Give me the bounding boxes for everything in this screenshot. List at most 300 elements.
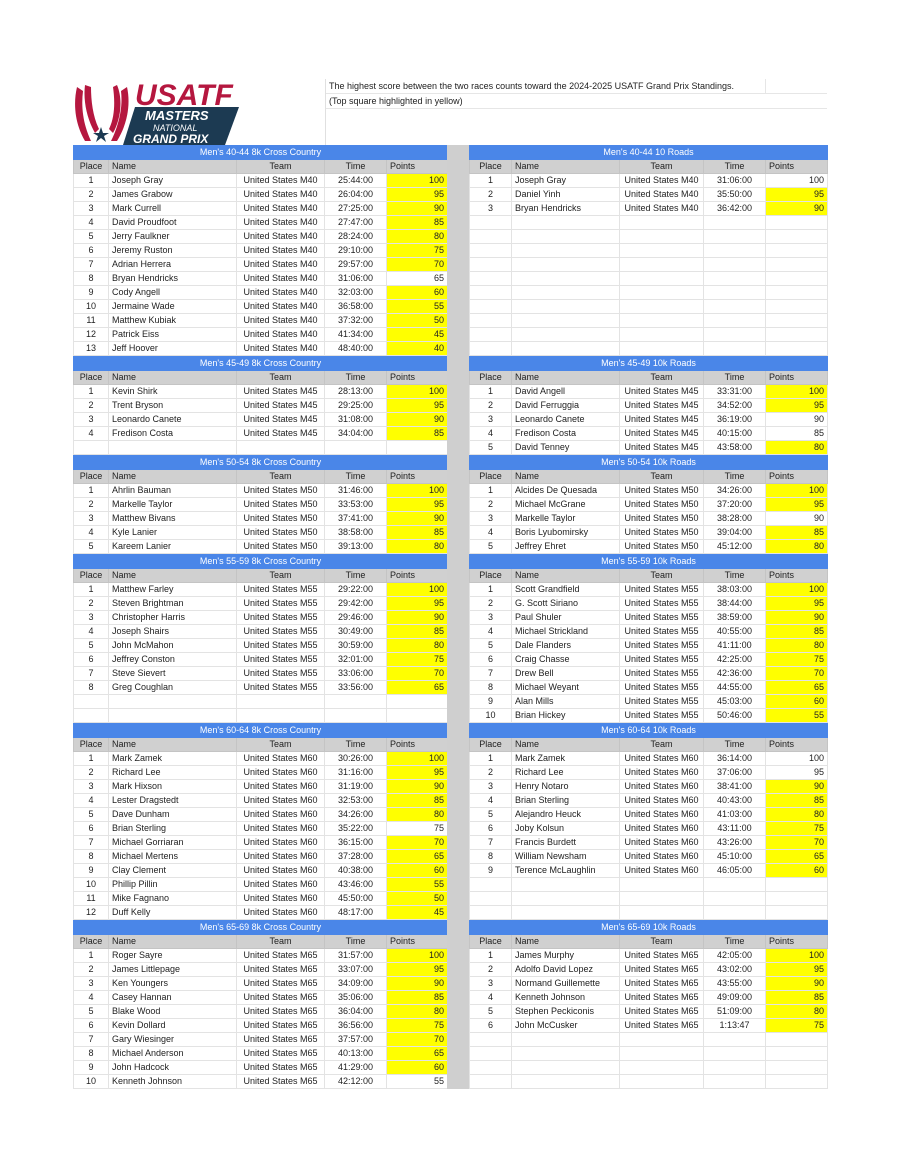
table-row bbox=[74, 695, 448, 709]
column-header-name: Name bbox=[109, 160, 237, 174]
cell-time bbox=[704, 300, 766, 314]
results-grid bbox=[73, 145, 827, 1089]
cell-points: 90 bbox=[387, 977, 448, 991]
table-row bbox=[470, 808, 828, 822]
table-row bbox=[74, 399, 448, 413]
cell-points bbox=[766, 216, 828, 230]
cell-name: Daniel Yinh bbox=[512, 188, 620, 202]
cell-team: United States M55 bbox=[237, 625, 325, 639]
cell-points: 95 bbox=[766, 963, 828, 977]
cell-points: 100 bbox=[766, 484, 828, 498]
cell-name: David Ferruggia bbox=[512, 399, 620, 413]
cell-place: 6 bbox=[74, 653, 109, 667]
cell-points: 85 bbox=[387, 625, 448, 639]
cell-time: 30:26:00 bbox=[325, 752, 387, 766]
cell-place bbox=[470, 328, 512, 342]
cell-points: 65 bbox=[387, 1047, 448, 1061]
cell-team: United States M55 bbox=[237, 583, 325, 597]
cell-place: 6 bbox=[470, 1019, 512, 1033]
cell-team: United States M60 bbox=[237, 822, 325, 836]
table-row bbox=[470, 498, 828, 512]
cell-points: 70 bbox=[766, 667, 828, 681]
cell-time: 42:25:00 bbox=[704, 653, 766, 667]
cell-points bbox=[766, 230, 828, 244]
cell-team: United States M40 bbox=[237, 216, 325, 230]
table-row bbox=[74, 413, 448, 427]
cell-place: 8 bbox=[470, 681, 512, 695]
cell-place: 7 bbox=[74, 258, 109, 272]
cell-place: 1 bbox=[74, 752, 109, 766]
table-row bbox=[74, 681, 448, 695]
cell-place: 3 bbox=[470, 202, 512, 216]
cell-team: United States M40 bbox=[620, 174, 704, 188]
cell-team: United States M60 bbox=[237, 836, 325, 850]
table-row bbox=[470, 780, 828, 794]
table-row bbox=[470, 583, 828, 597]
cell-team: United States M60 bbox=[237, 808, 325, 822]
table-row bbox=[470, 991, 828, 1005]
cell-points: 65 bbox=[387, 850, 448, 864]
column-header-points: Points bbox=[387, 738, 448, 752]
cell-points: 95 bbox=[387, 399, 448, 413]
cell-name: Markelle Taylor bbox=[512, 512, 620, 526]
cell-time: 33:07:00 bbox=[325, 963, 387, 977]
cell-time bbox=[704, 1033, 766, 1047]
cell-name bbox=[512, 906, 620, 920]
cell-points: 85 bbox=[387, 427, 448, 441]
cell-points: 75 bbox=[387, 1019, 448, 1033]
cell-team bbox=[620, 878, 704, 892]
cell-time bbox=[704, 258, 766, 272]
cell-points: 60 bbox=[387, 286, 448, 300]
cell-points: 75 bbox=[387, 653, 448, 667]
cell-time: 34:04:00 bbox=[325, 427, 387, 441]
cell-time: 43:55:00 bbox=[704, 977, 766, 991]
table-row bbox=[74, 906, 448, 920]
cell-time: 37:06:00 bbox=[704, 766, 766, 780]
cell-name bbox=[512, 892, 620, 906]
cell-name: Jermaine Wade bbox=[109, 300, 237, 314]
cell-place: 2 bbox=[74, 963, 109, 977]
cell-place bbox=[470, 342, 512, 356]
cell-time: 43:11:00 bbox=[704, 822, 766, 836]
cell-points: 90 bbox=[387, 512, 448, 526]
table-row bbox=[470, 878, 828, 892]
cell-time bbox=[704, 906, 766, 920]
race-title: Men's 65-69 8k Cross Country bbox=[74, 921, 448, 935]
cell-points: 70 bbox=[387, 667, 448, 681]
table-row bbox=[74, 1075, 448, 1089]
cell-time: 51:09:00 bbox=[704, 1005, 766, 1019]
right-results-table bbox=[469, 455, 828, 554]
table-row bbox=[74, 949, 448, 963]
cell-points: 100 bbox=[766, 583, 828, 597]
cell-points: 80 bbox=[387, 540, 448, 554]
cell-time: 46:05:00 bbox=[704, 864, 766, 878]
column-header-points: Points bbox=[766, 160, 828, 174]
race-title: Men's 60-64 10k Roads bbox=[470, 724, 828, 738]
right-results-table bbox=[469, 723, 828, 920]
column-header-name: Name bbox=[109, 371, 237, 385]
cell-name: Alcides De Quesada bbox=[512, 484, 620, 498]
cell-team bbox=[620, 286, 704, 300]
race-title: Men's 55-59 8k Cross Country bbox=[74, 555, 448, 569]
table-row bbox=[74, 174, 448, 188]
cell-name bbox=[512, 1075, 620, 1089]
cell-points: 65 bbox=[766, 681, 828, 695]
cell-place: 4 bbox=[470, 427, 512, 441]
cell-points: 95 bbox=[387, 188, 448, 202]
cell-points: 40 bbox=[387, 342, 448, 356]
cell-points bbox=[387, 695, 448, 709]
column-header-points: Points bbox=[766, 569, 828, 583]
cell-points: 95 bbox=[387, 963, 448, 977]
cell-time: 44:55:00 bbox=[704, 681, 766, 695]
table-row bbox=[470, 441, 828, 455]
cell-time bbox=[325, 441, 387, 455]
cell-team: United States M40 bbox=[237, 258, 325, 272]
table-row bbox=[470, 1005, 828, 1019]
cell-place: 1 bbox=[470, 385, 512, 399]
cell-time: 38:41:00 bbox=[704, 780, 766, 794]
cell-team: United States M40 bbox=[237, 272, 325, 286]
table-row bbox=[74, 1061, 448, 1075]
column-header-time: Time bbox=[704, 569, 766, 583]
cell-name bbox=[512, 286, 620, 300]
cell-points: 90 bbox=[387, 413, 448, 427]
cell-time: 48:17:00 bbox=[325, 906, 387, 920]
cell-team: United States M60 bbox=[237, 752, 325, 766]
cell-place: 3 bbox=[74, 512, 109, 526]
cell-points: 60 bbox=[387, 864, 448, 878]
cell-time: 38:44:00 bbox=[704, 597, 766, 611]
cell-team: United States M40 bbox=[620, 202, 704, 216]
cell-place: 8 bbox=[470, 850, 512, 864]
cell-time bbox=[704, 314, 766, 328]
column-header-place: Place bbox=[470, 738, 512, 752]
cell-points bbox=[766, 1061, 828, 1075]
column-header-place: Place bbox=[470, 160, 512, 174]
cell-points: 85 bbox=[766, 991, 828, 1005]
cell-points bbox=[766, 328, 828, 342]
cell-place bbox=[74, 709, 109, 723]
cell-team: United States M65 bbox=[620, 1019, 704, 1033]
table-row bbox=[470, 667, 828, 681]
cell-place: 4 bbox=[74, 991, 109, 1005]
cell-time bbox=[704, 272, 766, 286]
cell-points: 75 bbox=[387, 822, 448, 836]
table-row bbox=[74, 639, 448, 653]
column-header-time: Time bbox=[325, 935, 387, 949]
cell-place: 2 bbox=[470, 188, 512, 202]
cell-points: 100 bbox=[387, 484, 448, 498]
cell-place bbox=[470, 286, 512, 300]
cell-place: 4 bbox=[74, 794, 109, 808]
cell-points: 80 bbox=[766, 1005, 828, 1019]
cell-name: Fredison Costa bbox=[512, 427, 620, 441]
cell-name: Alan Mills bbox=[512, 695, 620, 709]
cell-name: David Proudfoot bbox=[109, 216, 237, 230]
column-header-name: Name bbox=[109, 569, 237, 583]
cross-country-column bbox=[73, 145, 447, 1089]
cell-name: Bryan Hendricks bbox=[512, 202, 620, 216]
cell-place: 3 bbox=[470, 977, 512, 991]
table-row bbox=[470, 709, 828, 723]
cell-place bbox=[470, 1075, 512, 1089]
cell-team bbox=[620, 230, 704, 244]
cell-name bbox=[512, 216, 620, 230]
table-row bbox=[74, 300, 448, 314]
cell-place: 7 bbox=[470, 836, 512, 850]
cell-place bbox=[470, 1047, 512, 1061]
cell-name: James Murphy bbox=[512, 949, 620, 963]
table-row bbox=[470, 1019, 828, 1033]
table-row bbox=[74, 991, 448, 1005]
table-row bbox=[470, 1033, 828, 1047]
cell-team: United States M40 bbox=[237, 230, 325, 244]
cell-time: 40:55:00 bbox=[704, 625, 766, 639]
note-line-1: The highest score between the two races counts toward the 2024-2025 USATF Grand Prix Standings. bbox=[329, 81, 735, 91]
table-row bbox=[74, 202, 448, 216]
cell-place: 3 bbox=[74, 977, 109, 991]
cell-time: 36:42:00 bbox=[704, 202, 766, 216]
cell-team: United States M65 bbox=[237, 963, 325, 977]
cell-place: 9 bbox=[74, 864, 109, 878]
cell-team: United States M60 bbox=[237, 766, 325, 780]
cell-points: 90 bbox=[387, 611, 448, 625]
table-row bbox=[470, 202, 828, 216]
cell-name: Dale Flanders bbox=[512, 639, 620, 653]
cell-team: United States M55 bbox=[620, 695, 704, 709]
cell-points: 75 bbox=[766, 1019, 828, 1033]
cell-points: 100 bbox=[766, 174, 828, 188]
cell-time bbox=[704, 216, 766, 230]
cell-place bbox=[470, 216, 512, 230]
cell-place: 3 bbox=[74, 202, 109, 216]
cell-team: United States M60 bbox=[620, 752, 704, 766]
cell-name: Jeremy Ruston bbox=[109, 244, 237, 258]
column-header-team: Team bbox=[620, 470, 704, 484]
left-results-table bbox=[73, 554, 448, 723]
cell-time: 30:59:00 bbox=[325, 639, 387, 653]
cell-time: 45:12:00 bbox=[704, 540, 766, 554]
table-row bbox=[470, 314, 828, 328]
cell-place: 7 bbox=[74, 1033, 109, 1047]
cell-points: 85 bbox=[387, 991, 448, 1005]
table-row bbox=[74, 1047, 448, 1061]
right-results-table bbox=[469, 920, 828, 1089]
cell-place bbox=[470, 892, 512, 906]
column-header-points: Points bbox=[766, 470, 828, 484]
cell-team: United States M50 bbox=[237, 512, 325, 526]
cell-points: 85 bbox=[766, 427, 828, 441]
cell-name: Matthew Bivans bbox=[109, 512, 237, 526]
cell-time bbox=[325, 695, 387, 709]
cell-place: 2 bbox=[470, 498, 512, 512]
cell-place bbox=[470, 300, 512, 314]
cell-place: 6 bbox=[74, 1019, 109, 1033]
cell-name bbox=[109, 695, 237, 709]
table-row bbox=[74, 230, 448, 244]
column-header-name: Name bbox=[512, 935, 620, 949]
race-title: Men's 60-64 8k Cross Country bbox=[74, 724, 448, 738]
left-results-table bbox=[73, 145, 448, 356]
column-header-place: Place bbox=[74, 738, 109, 752]
cell-name: Ahrlin Bauman bbox=[109, 484, 237, 498]
cell-name: Mark Zamek bbox=[512, 752, 620, 766]
column-header-name: Name bbox=[512, 569, 620, 583]
cell-team: United States M50 bbox=[620, 512, 704, 526]
cell-team: United States M65 bbox=[620, 1005, 704, 1019]
cell-time: 33:53:00 bbox=[325, 498, 387, 512]
table-row bbox=[470, 695, 828, 709]
cell-place: 4 bbox=[470, 625, 512, 639]
cell-time: 31:57:00 bbox=[325, 949, 387, 963]
cell-points: 60 bbox=[766, 864, 828, 878]
cell-team: United States M55 bbox=[237, 611, 325, 625]
cell-team: United States M65 bbox=[620, 991, 704, 1005]
column-header-name: Name bbox=[512, 470, 620, 484]
cell-team: United States M55 bbox=[237, 681, 325, 695]
cell-place: 4 bbox=[470, 794, 512, 808]
cell-name: Richard Lee bbox=[512, 766, 620, 780]
cell-time: 43:26:00 bbox=[704, 836, 766, 850]
cell-name bbox=[512, 258, 620, 272]
cell-points: 55 bbox=[387, 1075, 448, 1089]
table-row bbox=[74, 850, 448, 864]
cell-time: 35:06:00 bbox=[325, 991, 387, 1005]
column-header-team: Team bbox=[620, 160, 704, 174]
column-header-time: Time bbox=[325, 470, 387, 484]
cell-place: 2 bbox=[470, 399, 512, 413]
cell-name bbox=[512, 244, 620, 258]
cell-time: 37:32:00 bbox=[325, 314, 387, 328]
cell-name: Paul Shuler bbox=[512, 611, 620, 625]
column-header-team: Team bbox=[237, 935, 325, 949]
cell-time: 34:26:00 bbox=[704, 484, 766, 498]
table-row bbox=[470, 484, 828, 498]
cell-place: 3 bbox=[74, 780, 109, 794]
cell-time: 45:10:00 bbox=[704, 850, 766, 864]
cell-points: 85 bbox=[387, 526, 448, 540]
cell-name: Jeffrey Conston bbox=[109, 653, 237, 667]
table-row bbox=[74, 611, 448, 625]
usatf-masters-grand-prix-logo bbox=[73, 79, 325, 145]
cell-team: United States M60 bbox=[237, 906, 325, 920]
cell-team: United States M60 bbox=[237, 780, 325, 794]
cell-name: Cody Angell bbox=[109, 286, 237, 300]
cell-time: 31:06:00 bbox=[325, 272, 387, 286]
cell-points: 45 bbox=[387, 906, 448, 920]
cell-points: 85 bbox=[766, 625, 828, 639]
cell-place: 5 bbox=[470, 1005, 512, 1019]
cell-time: 36:15:00 bbox=[325, 836, 387, 850]
cell-place: 4 bbox=[74, 216, 109, 230]
cell-name bbox=[512, 272, 620, 286]
table-row bbox=[74, 653, 448, 667]
table-row bbox=[470, 949, 828, 963]
table-row bbox=[74, 597, 448, 611]
cell-points: 100 bbox=[766, 949, 828, 963]
cell-team: United States M65 bbox=[620, 949, 704, 963]
column-header-time: Time bbox=[704, 470, 766, 484]
cell-points: 90 bbox=[387, 780, 448, 794]
cell-points: 100 bbox=[387, 949, 448, 963]
cell-team: United States M60 bbox=[237, 878, 325, 892]
table-row bbox=[74, 272, 448, 286]
cell-place: 1 bbox=[74, 174, 109, 188]
cell-name: G. Scott Siriano bbox=[512, 597, 620, 611]
cell-team bbox=[620, 1047, 704, 1061]
cell-team bbox=[620, 244, 704, 258]
column-header-place: Place bbox=[74, 160, 109, 174]
cell-time: 37:57:00 bbox=[325, 1033, 387, 1047]
cell-name: Mark Currell bbox=[109, 202, 237, 216]
cell-name: Jerry Faulkner bbox=[109, 230, 237, 244]
cell-time: 31:06:00 bbox=[704, 174, 766, 188]
table-row bbox=[74, 512, 448, 526]
cell-time: 34:09:00 bbox=[325, 977, 387, 991]
cell-name: Gary Wiesinger bbox=[109, 1033, 237, 1047]
cell-points: 90 bbox=[387, 202, 448, 216]
table-row bbox=[470, 766, 828, 780]
cell-time: 40:15:00 bbox=[704, 427, 766, 441]
cell-place: 10 bbox=[74, 1075, 109, 1089]
race-title: Men's 40-44 10 Roads bbox=[470, 146, 828, 160]
cell-team: United States M40 bbox=[237, 328, 325, 342]
cell-name: Casey Hannan bbox=[109, 991, 237, 1005]
cell-points: 80 bbox=[387, 230, 448, 244]
cell-points bbox=[766, 244, 828, 258]
cell-name: Patrick Eiss bbox=[109, 328, 237, 342]
cell-name: Lester Dragstedt bbox=[109, 794, 237, 808]
cell-time: 36:14:00 bbox=[704, 752, 766, 766]
cell-time: 39:13:00 bbox=[325, 540, 387, 554]
cell-place: 7 bbox=[74, 667, 109, 681]
cell-time: 29:22:00 bbox=[325, 583, 387, 597]
cell-place: 5 bbox=[74, 1005, 109, 1019]
cell-time: 35:22:00 bbox=[325, 822, 387, 836]
cell-time: 41:11:00 bbox=[704, 639, 766, 653]
cell-name: Christopher Harris bbox=[109, 611, 237, 625]
cell-team bbox=[620, 272, 704, 286]
cell-name: Clay Clement bbox=[109, 864, 237, 878]
right-results-table bbox=[469, 145, 828, 356]
cell-place: 6 bbox=[470, 822, 512, 836]
cell-place bbox=[74, 441, 109, 455]
table-row bbox=[470, 526, 828, 540]
table-row bbox=[470, 906, 828, 920]
column-header-time: Time bbox=[325, 371, 387, 385]
cell-points: 75 bbox=[387, 244, 448, 258]
cell-time: 50:46:00 bbox=[704, 709, 766, 723]
cell-time: 41:34:00 bbox=[325, 328, 387, 342]
cell-place bbox=[470, 878, 512, 892]
cell-time: 35:50:00 bbox=[704, 188, 766, 202]
cell-time bbox=[704, 892, 766, 906]
cell-team: United States M45 bbox=[620, 399, 704, 413]
cell-team: United States M50 bbox=[237, 540, 325, 554]
cell-name: Markelle Taylor bbox=[109, 498, 237, 512]
cell-points bbox=[766, 342, 828, 356]
cell-points bbox=[766, 272, 828, 286]
cell-name bbox=[109, 709, 237, 723]
table-row bbox=[74, 1033, 448, 1047]
cell-name: Dave Dunham bbox=[109, 808, 237, 822]
cell-name: Michael Anderson bbox=[109, 1047, 237, 1061]
cell-points bbox=[766, 906, 828, 920]
table-row bbox=[74, 1005, 448, 1019]
